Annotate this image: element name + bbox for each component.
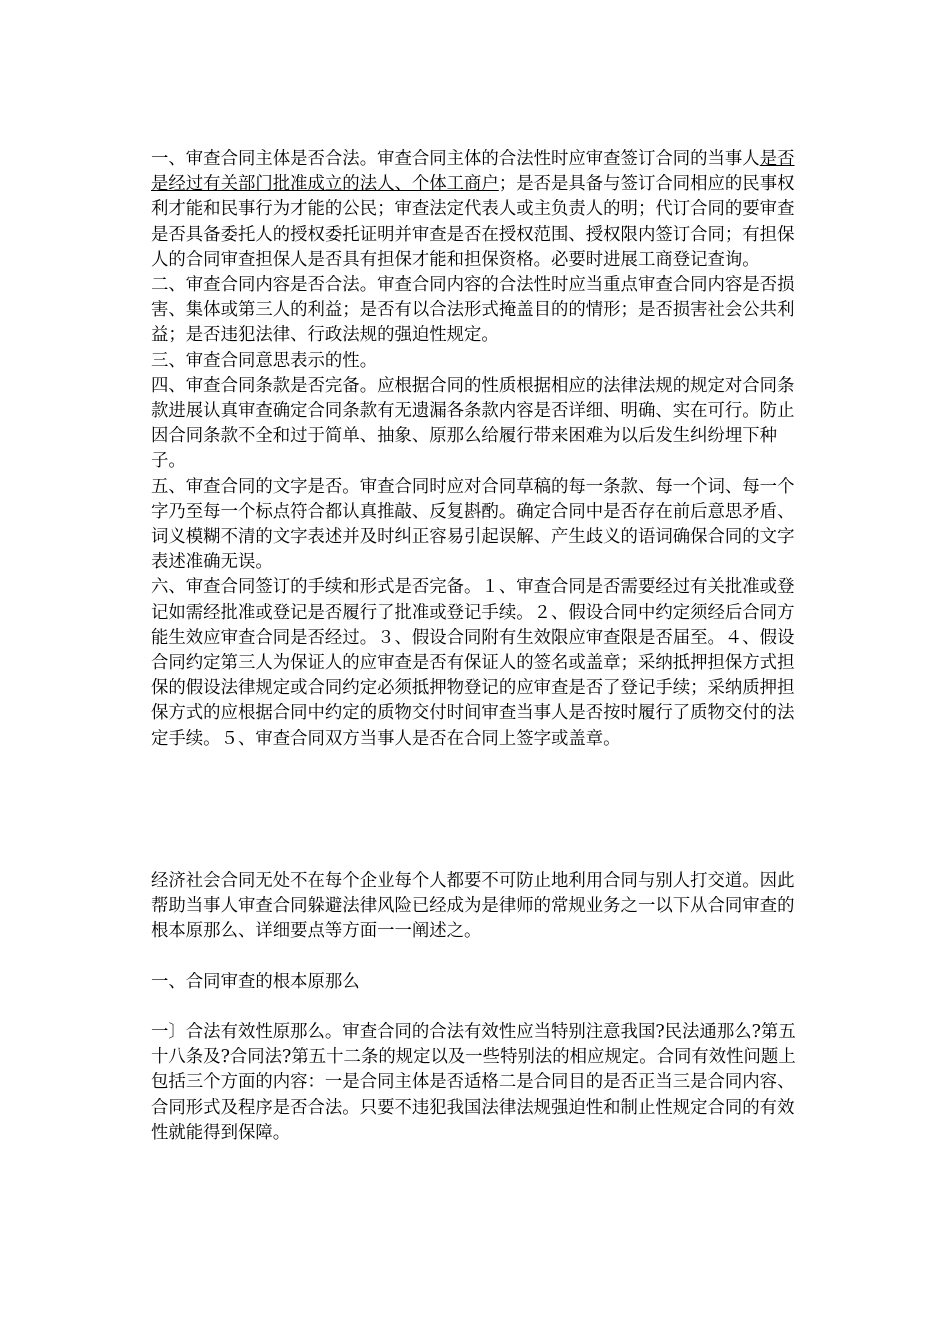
paragraph-1 (151, 147, 801, 273)
paragraph-3: 三、审查合同意思表示的性。 (151, 350, 378, 371)
principle-paragraph: 一〕合法有效性原那么。审查合同的合法有效性应当特别注意我国?民法通那么?第五十八条及?合同法?第五十二条的规定以及一些特别法的相应规定。合同有效性问题上包括三个方面的内容：一是合同主体是否适格二是合同目的是否正当三是合同内容、合同形式及程序是否合法。只要不违犯我国法律法规强迫性和制止性规定合同的有效性就能得到保障。 (151, 1022, 796, 1143)
intro-paragraph: 经济社会合同无处不在每个企业每个人都要不可防止地利用合同与别人打交道。因此帮助当事人审查合同躲避法律风险已经成为是律师的常规业务之一以下从合同审查的根本原那么、详细要点等方面一一阐述之。 (151, 870, 795, 942)
paragraph-2: 二、审查合同内容是否合法。审查合同内容的合法性时应当重点审查合同内容是否损害、集体或第三人的利益；是否有以合法形式掩盖目的的情形；是否损害社会公共利益；是否违犯法律、行政法规的强迫性规定。 (151, 275, 795, 346)
paragraph-6: 六、审查合同签订的手续和形式是否完备。１、审查合同是否需要经过有关批准或登记如需经批准或登记是否履行了批准或登记手续。２、假设合同中约定须经后合同方能生效应审查合同是否经过。３、假设合同附有生效限应审查限是否届至。４、假设合同约定第三人为保证人的应审查是否有保证人的签名或盖章；采纳抵押担保方式担保的假设法律规定或合同约定必须抵押物登记的应审查是否了登记手续；采纳质押担保方式的应根据合同中约定的质物交付时间审查当事人是否按时履行了质物交付的法定手续。５、审查合同双方当事人是否在合同上签字或盖章。 (151, 577, 795, 749)
blank-line (151, 995, 801, 1020)
blank-line (151, 944, 801, 969)
paragraph-4: 四、审查合同条款是否完备。应根据合同的性质根据相应的法律法规的规定对合同条款进展认真审查确定合同条款有无遗漏各条款内容是否详细、明确、实在可行。防止因合同条款不全和过于简单、抽象、原那么给履行带来困难为以后发生纠纷埋下种子。 (151, 375, 795, 472)
paragraph-5: 五、审查合同的文字是否。审查合同时应对合同草稿的每一条款、每一个词、每一个字乃至每一个标点符合都认真推敲、反复斟酌。确定合同中是否存在前后意思矛盾、词义模糊不清的文字表述并及时纠正容易引起误解、产生歧义的语词确保合同的文字表述准确无误。 (151, 476, 795, 573)
section-spacer (151, 752, 801, 869)
paragraph-1-text: 一、审查合同主体是否合法。审查合同主体的合法性时应审查签订合同的当事人 (151, 149, 760, 169)
document-page (151, 147, 801, 1146)
paragraph-1-rest: ；是否是具备与签订合同相应的民事权利才能和民事行为才能的公民；审查法定代表人或主负责人的明；代订合同的要审查是否具备委托人的授权委托证明并审查是否在授权范围、授权限内签订合同；有担保人的合同审查担保人是否具有担保才能和担保资格。必要时进展工商登记查询。 (151, 174, 795, 270)
underlined-phrase: 是否是经过有关部门批准成立的法人、个体工商户 (151, 149, 795, 195)
section-heading: 一、合同审查的根本原那么 (151, 971, 360, 992)
